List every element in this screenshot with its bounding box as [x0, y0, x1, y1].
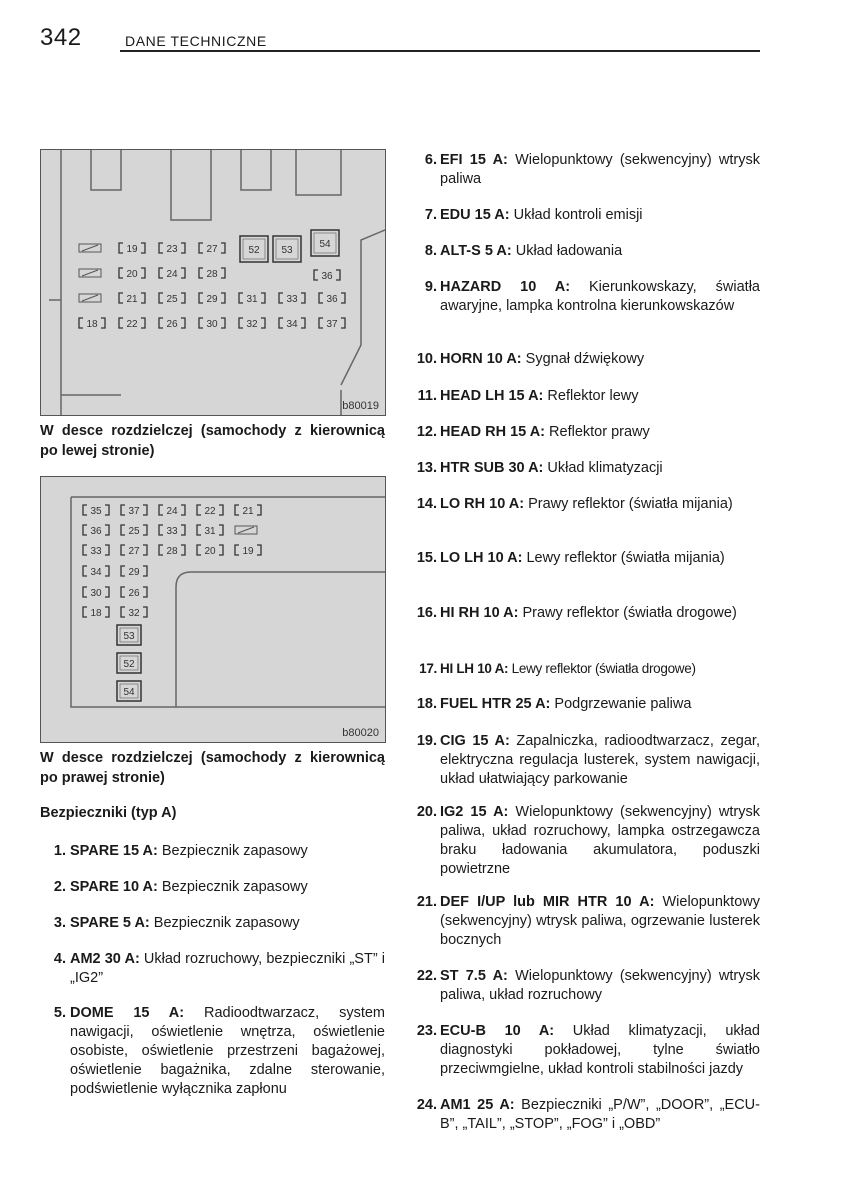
- section-heading: Bezpieczniki (typ A): [40, 805, 177, 821]
- item-key: SPARE 15 A:: [70, 843, 158, 859]
- fuse-label: 19: [126, 244, 138, 255]
- fuse-label: 24: [166, 269, 178, 280]
- item-description: Podgrzewanie paliwa: [550, 696, 692, 712]
- fuse-slot: [119, 318, 145, 330]
- fuse-label: 36: [326, 294, 338, 305]
- item-key: HAZARD 10 A:: [440, 279, 571, 295]
- list-item: [40, 878, 385, 898]
- page-number: 342: [40, 24, 82, 51]
- fuse-label: 21: [242, 506, 254, 517]
- relay-label: 54: [123, 687, 135, 698]
- fuse-slot: [199, 318, 225, 330]
- item-text: [440, 459, 760, 478]
- fuse-slot: [197, 525, 223, 537]
- item-key: IG2 15 A:: [440, 804, 509, 820]
- fuse-label: 32: [246, 319, 258, 330]
- item-description: Lewy reflektor (światła mijania): [522, 550, 725, 566]
- item-number: 2.: [53, 879, 66, 895]
- relay-box: [117, 681, 141, 701]
- fuse-slot: [279, 293, 305, 305]
- fuse-label: 31: [246, 294, 258, 305]
- item-text: [440, 495, 760, 514]
- fuse-slot: [121, 525, 147, 537]
- item-text: [440, 893, 760, 950]
- item-text: [70, 842, 385, 861]
- item-number: 17.: [419, 661, 437, 676]
- item-text: [440, 387, 760, 406]
- item-description: Wielopunktowy (sekwencyjny) wtrysk paliwa: [440, 152, 760, 187]
- fuse-label: 25: [128, 526, 140, 537]
- item-text: [440, 1022, 760, 1079]
- list-item: [40, 950, 385, 990]
- fuse-slot: [119, 268, 145, 280]
- fuse-label: 30: [206, 319, 218, 330]
- fuse-slot: [159, 293, 185, 305]
- item-number: 24.: [416, 1097, 437, 1113]
- fuse-slot: [83, 607, 109, 619]
- item-text: [440, 803, 760, 879]
- fuse-slot: [83, 587, 109, 599]
- item-text: [70, 878, 385, 897]
- item-key: HI LH 10 A:: [440, 661, 509, 676]
- fuse-slot: [121, 607, 147, 619]
- fuse-label: 22: [204, 506, 216, 517]
- relay-box: [117, 653, 141, 673]
- fuse-diagram-lhd-drawing: [41, 150, 385, 415]
- item-number: 1.: [53, 843, 66, 859]
- item-number: 16.: [416, 605, 437, 621]
- fuse-slot: [159, 505, 185, 517]
- item-description: Reflektor lewy: [543, 388, 639, 404]
- fuse-label: 33: [286, 294, 298, 305]
- item-key: LO LH 10 A:: [440, 550, 523, 566]
- item-number: 12.: [416, 424, 437, 440]
- fuse-slot: [197, 545, 223, 557]
- item-key: SPARE 10 A:: [70, 879, 158, 895]
- fuse-label: 22: [126, 319, 138, 330]
- item-number: 11.: [417, 388, 437, 404]
- item-key: EDU 15 A:: [440, 207, 510, 223]
- item-description: Bezpiecznik zapasowy: [157, 879, 308, 895]
- item-description: Prawy reflektor (światła mijania): [524, 496, 733, 512]
- fuse-slot: [239, 318, 265, 330]
- item-description: Układ klimatyzacji, układ diagnostyki pokładowej, tylne światło przeciwmgielne, układ kontroli stabilności jazdy: [440, 1023, 760, 1077]
- fuse-label: 24: [166, 506, 178, 517]
- fuse-slot: [83, 545, 109, 557]
- relay-label: 52: [248, 245, 260, 256]
- item-number: 15.: [416, 550, 437, 566]
- section-header-title: DANE TECHNICZNE: [125, 33, 267, 49]
- item-number: 20.: [416, 804, 437, 820]
- fuse-slot: [314, 270, 340, 282]
- item-number: 7.: [424, 207, 437, 223]
- item-key: AM2 30 A:: [70, 951, 140, 967]
- fuse-slot: [199, 293, 225, 305]
- item-number: 9.: [424, 279, 437, 295]
- fuse-label: 25: [166, 294, 178, 305]
- fuse-label: 29: [128, 567, 140, 578]
- fuse-slot: [83, 505, 109, 517]
- item-key: HORN 10 A:: [440, 351, 522, 367]
- item-description: Sygnał dźwiękowy: [521, 351, 645, 367]
- item-number: 5.: [53, 1005, 66, 1021]
- fuse-slot: [319, 318, 345, 330]
- item-text: [440, 350, 760, 369]
- fuse-diagram-rhd: [40, 476, 386, 743]
- item-number: 14.: [416, 496, 437, 512]
- item-number: 3.: [53, 915, 66, 931]
- fuse-slot: [121, 566, 147, 578]
- figure-caption-lhd: W desce rozdzielczej (samochody z kierownicą po lewej stronie): [40, 423, 385, 459]
- item-number: 4.: [53, 951, 66, 967]
- fuse-label: 37: [326, 319, 338, 330]
- fuse-slot: [235, 545, 261, 557]
- fuse-label: 28: [166, 546, 178, 557]
- fuse-slot: [159, 268, 185, 280]
- item-number: 21.: [416, 894, 437, 910]
- item-key: ALT-S 5 A:: [440, 243, 512, 259]
- fuse-slot-empty: [79, 294, 101, 302]
- fuse-label: 35: [90, 506, 102, 517]
- item-number: 23.: [416, 1023, 437, 1039]
- item-text: [440, 1096, 760, 1134]
- item-text: [440, 695, 760, 714]
- item-key: ST 7.5 A:: [440, 968, 508, 984]
- fuse-diagram-rhd-drawing: [41, 477, 385, 742]
- fuse-slot: [159, 545, 185, 557]
- item-key: HI RH 10 A:: [440, 605, 519, 621]
- item-description: Bezpiecznik zapasowy: [157, 843, 308, 859]
- fuse-label: 21: [126, 294, 138, 305]
- fuse-slot: [79, 318, 105, 330]
- item-description: Układ klimatyzacji: [543, 460, 663, 476]
- item-description: Wielopunktowy (sekwencyjny) wtrysk paliwa, układ rozruchowy, lampka ostrzegawcza braku ładowania akumulatora, poduszki powietrzne: [440, 804, 760, 877]
- item-description: Układ ładowania: [511, 243, 623, 259]
- item-description: Bezpiecznik zapasowy: [149, 915, 300, 931]
- item-key: HTR SUB 30 A:: [440, 460, 544, 476]
- fuse-slot: [239, 293, 265, 305]
- item-number: 8.: [424, 243, 437, 259]
- item-description: Reflektor prawy: [545, 424, 650, 440]
- item-description: Bezpieczniki „P/W”, „DOOR”, „ECU-B”, „TAIL”, „STOP”, „FOG” i „OBD”: [440, 1097, 760, 1132]
- fuse-slot: [121, 587, 147, 599]
- fuse-slot: [121, 505, 147, 517]
- header-rule: [120, 50, 760, 52]
- relay-label: 53: [281, 245, 293, 256]
- fuse-slot: [121, 545, 147, 557]
- fuse-label: 19: [242, 546, 254, 557]
- fuse-diagram-lhd: [40, 149, 386, 416]
- list-item: [40, 842, 385, 862]
- relay-box: [273, 236, 301, 262]
- fuse-slot: [159, 318, 185, 330]
- item-text: [70, 1004, 385, 1099]
- fuse-slot: [119, 293, 145, 305]
- fuse-slot: [83, 566, 109, 578]
- fuse-slot: [235, 505, 261, 517]
- item-key: AM1 25 A:: [440, 1097, 515, 1113]
- item-text: [440, 278, 760, 316]
- item-number: 18.: [416, 696, 437, 712]
- fuse-label: 29: [206, 294, 218, 305]
- fuse-label: 34: [90, 567, 102, 578]
- fuse-slot-empty: [79, 244, 101, 252]
- list-item: [40, 914, 385, 934]
- relay-box: [117, 625, 141, 645]
- item-text: [440, 242, 760, 261]
- item-description: Lewy reflektor (światła drogowe): [508, 661, 696, 676]
- item-number: 19.: [416, 733, 437, 749]
- fuse-slot: [159, 243, 185, 255]
- fuse-label: 20: [204, 546, 216, 557]
- figure-code: b80020: [342, 727, 379, 739]
- item-number: 22.: [416, 968, 437, 984]
- item-text: [440, 659, 762, 678]
- item-description: Wielopunktowy (sekwencyjny) wtrysk paliwa, ogrzewanie lusterek bocznych: [440, 894, 760, 948]
- item-key: CIG 15 A:: [440, 733, 510, 749]
- fuse-label: 37: [128, 506, 140, 517]
- item-key: ECU-B 10 A:: [440, 1023, 555, 1039]
- fuse-label: 20: [126, 269, 138, 280]
- item-text: [440, 151, 760, 189]
- item-text: [440, 967, 760, 1005]
- relay-box: [311, 230, 339, 256]
- fuse-label: 27: [128, 546, 140, 557]
- fuse-slot-empty: [235, 526, 257, 534]
- fuse-label: 26: [166, 319, 178, 330]
- item-description: Układ rozruchowy, bezpieczniki „ST” i „IG2”: [70, 951, 386, 986]
- figure-caption-rhd: W desce rozdzielczej (samochody z kierownicą po prawej stronie): [40, 750, 385, 786]
- item-key: DEF I/UP lub MIR HTR 10 A:: [440, 894, 655, 910]
- figure-code: b80019: [342, 400, 379, 412]
- relay-label: 54: [319, 239, 331, 250]
- item-key: FUEL HTR 25 A:: [440, 696, 551, 712]
- item-text: [440, 732, 760, 789]
- fuse-label: 23: [166, 244, 178, 255]
- item-key: HEAD LH 15 A:: [440, 388, 544, 404]
- item-description: Zapalniczka, radioodtwarzacz, zegar, elektryczna regulacja lusterek, system nawigacji, układ ułatwiający parkowanie: [440, 733, 760, 787]
- item-text: [70, 914, 385, 933]
- fuse-label: 33: [90, 546, 102, 557]
- fuse-label: 30: [90, 588, 102, 599]
- fuse-label: 27: [206, 244, 218, 255]
- item-text: [440, 604, 760, 623]
- item-key: HEAD RH 15 A:: [440, 424, 546, 440]
- relay-box: [240, 236, 268, 262]
- fuse-slot: [159, 525, 185, 537]
- item-key: EFI 15 A:: [440, 152, 508, 168]
- fuse-label: 18: [86, 319, 98, 330]
- fuse-label: 31: [204, 526, 216, 537]
- fuse-label: 32: [128, 608, 140, 619]
- fuse-label: 26: [128, 588, 140, 599]
- item-description: Układ kontroli emisji: [509, 207, 643, 223]
- fuse-label: 36: [321, 271, 333, 282]
- fuse-slot: [199, 268, 225, 280]
- fuse-label: 18: [90, 608, 102, 619]
- fuse-slot: [197, 505, 223, 517]
- item-description: Wielopunktowy (sekwencyjny) wtrysk paliwa, układ rozruchowy: [440, 968, 760, 1003]
- fuse-slot: [279, 318, 305, 330]
- fuse-slot: [83, 525, 109, 537]
- item-description: Radioodtwarzacz, system nawigacji, oświetlenie wnętrza, oświetlenie osobiste, oświetlenie przestrzeni bagażowej, oświetlenie bagażnika, zdalne sterowanie, podświetlenie wyłącznika zapłonu: [70, 1005, 385, 1097]
- fuse-slot: [319, 293, 345, 305]
- fuse-slot: [199, 243, 225, 255]
- fuse-label: 33: [166, 526, 178, 537]
- item-description: Prawy reflektor (światła drogowe): [518, 605, 737, 621]
- fuse-slot-empty: [79, 269, 101, 277]
- item-text: [440, 423, 760, 442]
- relay-label: 52: [123, 659, 135, 670]
- item-description: Kierunkowskazy, światła awaryjne, lampka kontrolna kierunkowskazów: [440, 279, 760, 314]
- fuse-label: 34: [286, 319, 298, 330]
- item-key: LO RH 10 A:: [440, 496, 525, 512]
- item-text: [440, 549, 760, 568]
- item-key: SPARE 5 A:: [70, 915, 150, 931]
- item-number: 6.: [424, 152, 437, 168]
- item-key: DOME 15 A:: [70, 1005, 185, 1021]
- item-text: [440, 206, 760, 225]
- fuse-label: 36: [90, 526, 102, 537]
- item-number: 10.: [416, 351, 437, 367]
- fuse-label: 28: [206, 269, 218, 280]
- item-text: [70, 950, 385, 988]
- relay-label: 53: [123, 631, 135, 642]
- item-number: 13.: [416, 460, 437, 476]
- list-item: [40, 1004, 385, 1104]
- fuse-slot: [119, 243, 145, 255]
